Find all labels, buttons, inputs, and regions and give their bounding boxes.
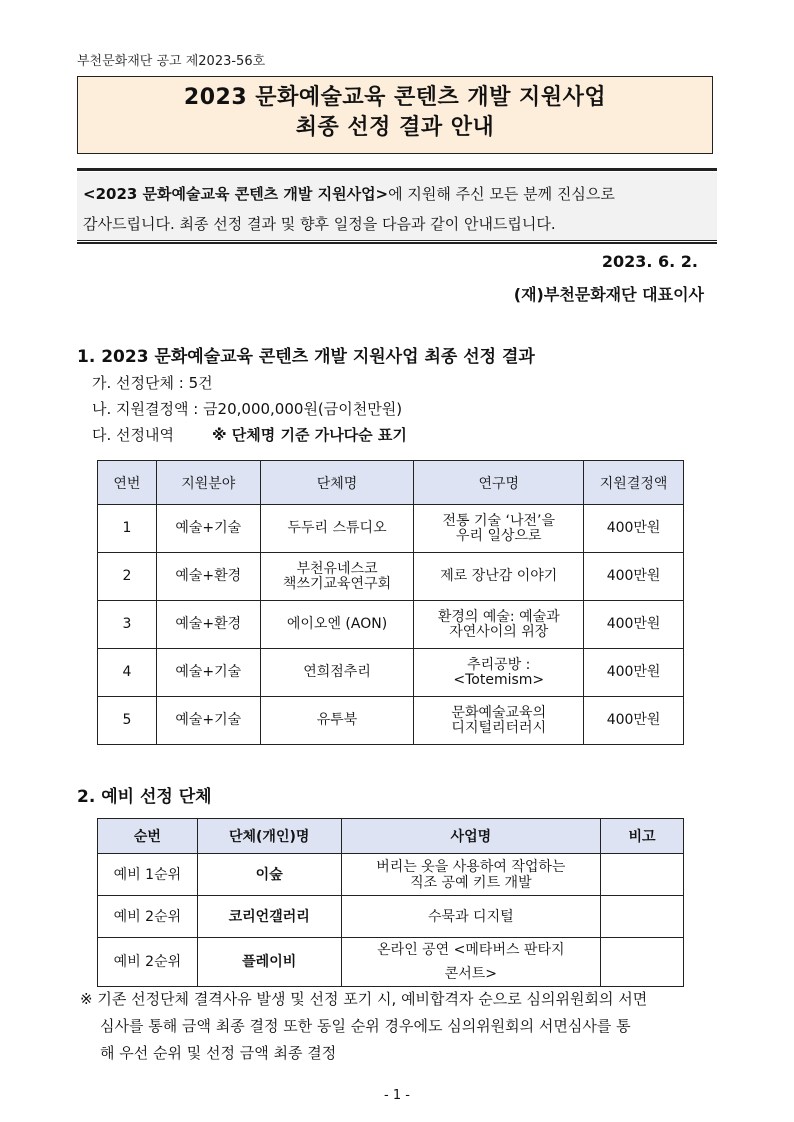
cell-rank: 예비 2순위 (98, 938, 198, 987)
study-line1: 전통 기술 ‘나전’을 (442, 512, 555, 529)
study-line2: 우리 일상으로 (455, 527, 542, 544)
cell-project (341, 896, 601, 938)
cell-remark (601, 854, 684, 896)
table-row (98, 938, 684, 987)
cell-field: 예술+환경 (156, 601, 260, 649)
footnote-line2: 심사를 통해 금액 최종 결정 또한 동일 순위 경우에도 심의위원회의 서면심사를 통 (100, 1017, 631, 1035)
intro-bottom-rule (77, 240, 717, 244)
header-project: 사업명 (341, 819, 601, 854)
cell-remark (601, 896, 684, 938)
reserve-table (97, 818, 684, 987)
intro-line2: 감사드립니다. 최종 선정 결과 및 향후 일정을 다음과 같이 안내드립니다. (83, 215, 556, 233)
selection-details-label: 다. 선정내역 (92, 426, 174, 444)
footnote-line1: ※ 기존 선정단체 결격사유 발생 및 선정 포기 시, 예비합격자 순으로 심의위원회의 서면 (80, 990, 648, 1008)
cell-amount: 400만원 (584, 601, 684, 649)
org-line: 에이오엔 (AON) (286, 616, 388, 632)
table-header-row (98, 819, 684, 854)
org-line: 유투북 (316, 712, 358, 728)
cell-org (260, 601, 414, 649)
org-line2: 책쓰기교육연구회 (282, 575, 392, 592)
cell-amount: 400만원 (584, 505, 684, 553)
cell-project (341, 854, 601, 896)
study-line1: 추리공방 : (467, 656, 531, 673)
project-line: 수묵과 디지털 (428, 908, 514, 925)
table-header-row (98, 461, 684, 505)
cell-remark (601, 938, 684, 987)
study-line: 제로 장난감 이야기 (440, 568, 558, 584)
section1-title: 1. 2023 문화예술교육 콘텐츠 개발 지원사업 최종 선정 결과 (77, 347, 535, 367)
cell-study (414, 601, 584, 649)
study-line1: 문화예술교육의 (451, 704, 547, 721)
header-field: 지원분야 (156, 461, 260, 505)
cell-no: 2 (98, 553, 157, 601)
selection-table (97, 460, 684, 745)
header-remark: 비고 (601, 819, 684, 854)
cell-amount: 400만원 (584, 649, 684, 697)
table-row (98, 505, 684, 553)
project-line2: 직조 공예 키트 개발 (410, 874, 532, 891)
table-row (98, 854, 684, 896)
cell-no: 4 (98, 649, 157, 697)
selected-count: 가. 선정단체 : 5건 (92, 374, 213, 392)
table-row (98, 896, 684, 938)
project-line2: 콘서트> (444, 966, 497, 982)
project-line1: 버리는 옷을 사용하여 작업하는 (376, 858, 566, 875)
org-line: 두두리 스튜디오 (287, 520, 387, 536)
page-title-line1: 2023 문화예술교육 콘텐츠 개발 지원사업 (183, 85, 607, 110)
cell-field: 예술+환경 (156, 553, 260, 601)
cell-org (260, 697, 414, 745)
cell-project (341, 938, 601, 987)
cell-org (260, 505, 414, 553)
table-row (98, 553, 684, 601)
study-line2: 자연사이의 위장 (449, 623, 549, 640)
cell-amount: 400만원 (584, 697, 684, 745)
section2-title: 2. 예비 선정 단체 (77, 787, 212, 807)
study-line1: 환경의 예술: 예술과 (437, 608, 560, 625)
intro-bold: <2023 문화예술교육 콘텐츠 개발 지원사업> (83, 185, 389, 203)
header-rank: 순번 (98, 819, 198, 854)
title-box (77, 76, 713, 154)
table-row (98, 697, 684, 745)
support-amount: 나. 지원결정액 : 금20,000,000원(금이천만원) (92, 400, 403, 418)
header-no: 연번 (98, 461, 157, 505)
cell-no: 1 (98, 505, 157, 553)
footnote-line3: 해 우선 순위 및 선정 금액 최종 결정 (100, 1044, 337, 1062)
cell-name: 플레이비 (197, 938, 341, 987)
page-title-line2: 최종 선정 결과 안내 (295, 115, 495, 140)
org-line: 연희점추리 (303, 664, 371, 680)
issuer: (재)부천문화재단 대표이사 (513, 285, 704, 304)
notice-number: 부천문화재단 공고 제2023-56호 (77, 54, 266, 69)
cell-study (414, 649, 584, 697)
cell-amount: 400만원 (584, 553, 684, 601)
header-amount: 지원결정액 (584, 461, 684, 505)
header-study: 연구명 (414, 461, 584, 505)
selection-details (92, 424, 407, 445)
page-number: - 1 - (384, 1088, 410, 1103)
footnote (80, 986, 720, 1067)
project-line1: 온라인 공연 <메타버스 판타지 (377, 942, 565, 958)
study-line2: 디지털리터러시 (451, 719, 547, 736)
cell-study (414, 697, 584, 745)
cell-rank: 예비 2순위 (98, 896, 198, 938)
org-line1: 부천유네스코 (296, 560, 378, 577)
cell-study (414, 553, 584, 601)
cell-field: 예술+기술 (156, 649, 260, 697)
cell-field: 예술+기술 (156, 505, 260, 553)
header-name: 단체(개인)명 (197, 819, 341, 854)
header-org: 단체명 (260, 461, 414, 505)
study-line2: <Totemism> (453, 671, 545, 688)
cell-name: 코리언갤러리 (197, 896, 341, 938)
cell-field: 예술+기술 (156, 697, 260, 745)
cell-org (260, 649, 414, 697)
cell-study (414, 505, 584, 553)
cell-rank: 예비 1순위 (98, 854, 198, 896)
cell-name: 이숲 (197, 854, 341, 896)
cell-no: 5 (98, 697, 157, 745)
sort-note: ※ 단체명 기준 가나다순 표기 (212, 426, 407, 444)
intro-line1 (83, 179, 707, 209)
cell-org (260, 553, 414, 601)
table-row (98, 601, 684, 649)
cell-no: 3 (98, 601, 157, 649)
intro-line1-rest: 에 지원해 주신 모든 분께 진심으로 (388, 185, 615, 203)
table-row (98, 649, 684, 697)
intro-box (77, 172, 717, 241)
notice-date: 2023. 6. 2. (601, 252, 698, 271)
